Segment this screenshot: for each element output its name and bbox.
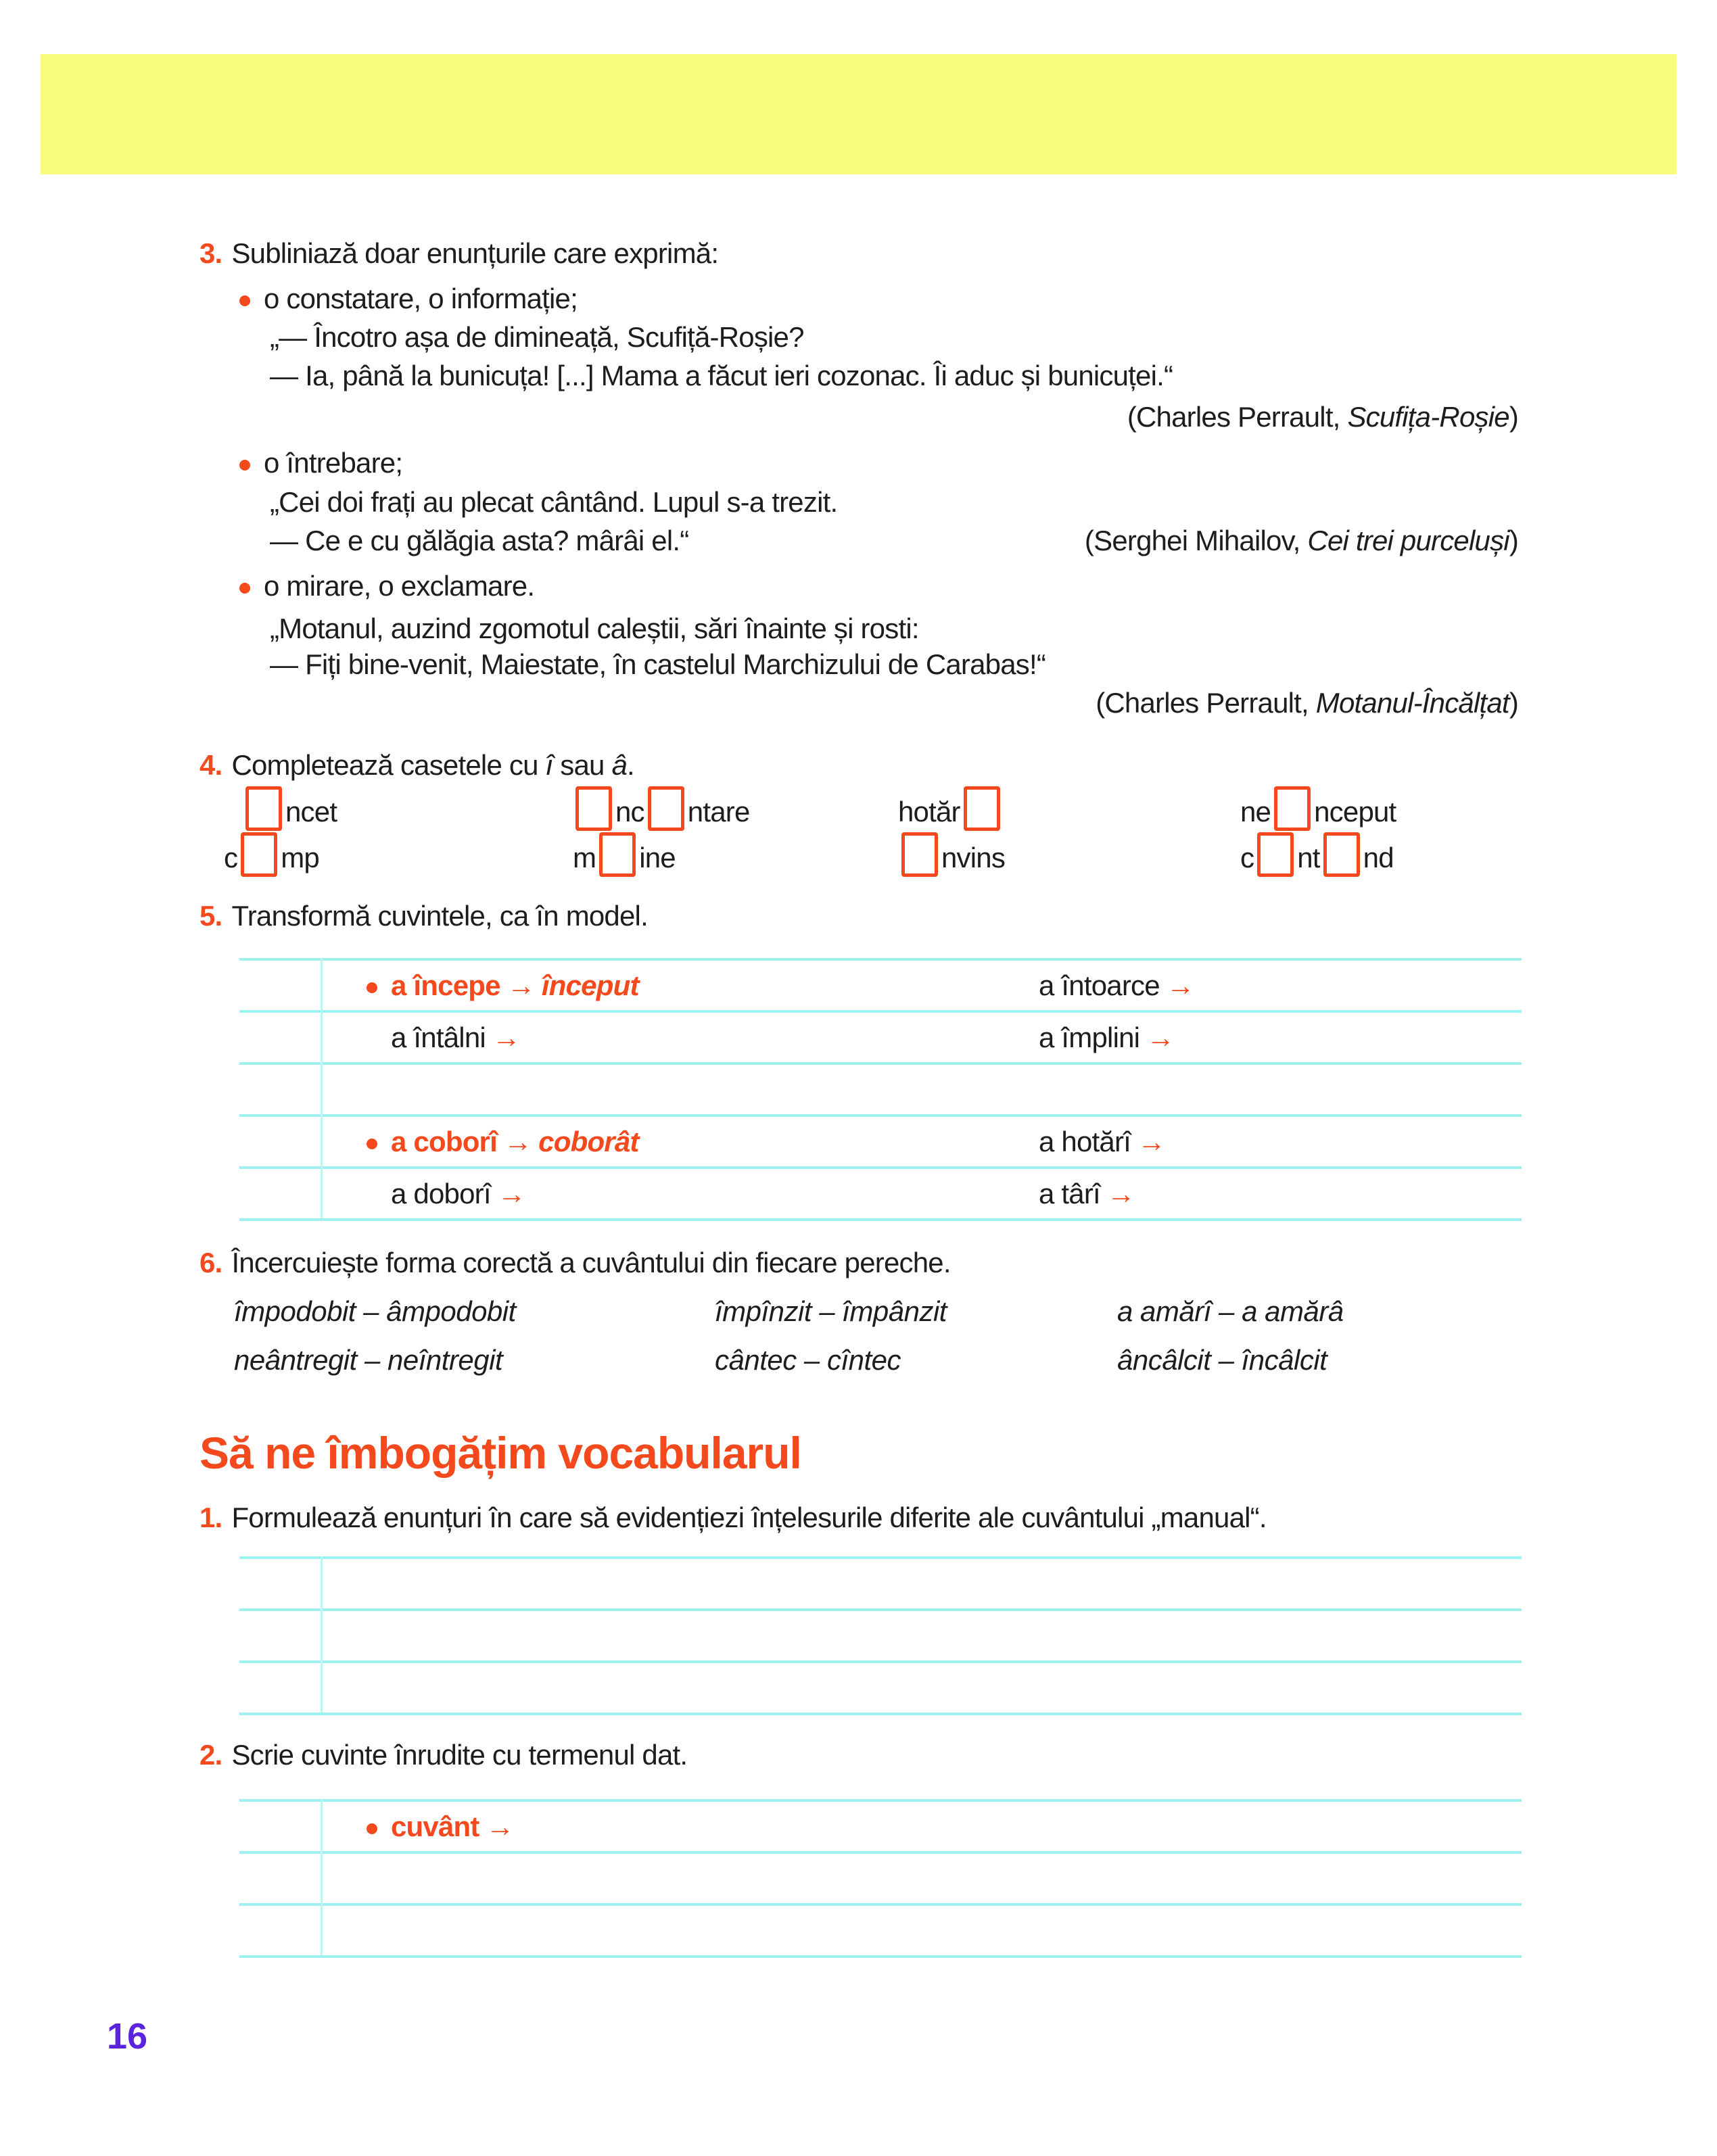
entry [391,1013,527,1062]
header-band [41,54,1676,174]
bullet-icon [239,295,250,306]
model-entry [367,961,639,1010]
word-part: m [573,842,596,873]
exercise-3-heading [199,235,718,272]
source-word: cuvânt [391,1811,479,1842]
answer-row[interactable] [239,1608,1522,1660]
word-part: ine [639,842,676,873]
fill-word-cmp [224,832,319,878]
word-part: nc [615,796,644,828]
model-answer: început [541,969,639,1001]
word-part: nvins [941,842,1006,873]
arrow-icon: → [486,1811,514,1842]
fill-box[interactable] [964,786,1000,831]
attribution-close: ) [1509,525,1518,556]
fill-word-nenceput [1240,786,1396,832]
answer-row[interactable] [239,1010,1522,1062]
page-number: 16 [107,2016,148,2057]
word-part: hotăr [898,796,960,828]
source-word: a doborî [391,1178,491,1209]
word-pair: împodobit – âmpodobit [234,1295,516,1327]
word-pair: a amărî – a amărâ [1117,1295,1344,1327]
answer-row[interactable] [239,1114,1522,1166]
arrow-icon: → [1146,1022,1175,1053]
fill-box[interactable] [241,832,277,877]
bullet-label: o întrebare; [264,447,403,479]
exercise-4-number: 4. [199,749,222,781]
model-answer: coborât [538,1126,639,1157]
model-entry [367,1117,639,1166]
quote-line: „Motanul, auzind zgomotul caleștii, sări înainte și rosti: [270,613,919,644]
fill-box[interactable] [599,832,636,877]
letter-a-circumflex: â [611,749,628,781]
word-part: c [224,842,238,873]
exercise-4-title: Completează casetele cu [231,749,546,781]
fill-box[interactable] [901,832,938,877]
related-words-table [239,1799,1522,1958]
bullet-icon [367,1139,377,1149]
fill-word-mine [573,832,676,878]
exercise-4-heading [199,747,634,784]
section-exercise-2-heading [199,1737,687,1773]
fill-box[interactable] [1274,786,1311,831]
word-part: ntare [687,796,750,828]
fill-word-ncntare [572,786,750,832]
arrow-icon: → [503,1126,532,1157]
word-part: nceput [1314,796,1396,828]
attribution-close: ) [1509,401,1518,433]
writing-lines [239,1556,1522,1715]
answer-row[interactable] [239,958,1522,1010]
word-pair: âncâlcit – încâlcit [1117,1344,1327,1376]
bullet-item-constatare [239,281,578,317]
answer-row[interactable] [239,1799,1522,1851]
word-part: nt [1297,842,1320,873]
attribution [1096,685,1518,721]
quote-line: — Fiți bine-venit, Maiestate, în castelul Marchizului de Carabas!“ [270,648,1046,680]
bullet-icon [239,460,250,471]
word-pair: cântec – cîntec [715,1344,901,1376]
model-entry [367,1802,521,1851]
arrow-icon: → [492,1022,521,1053]
attribution-close: ) [1509,687,1518,719]
entry [391,1169,532,1218]
source-word: a coborî [391,1126,497,1157]
section-exercise-2-number: 2. [199,1739,222,1771]
answer-row[interactable] [239,1851,1522,1903]
source-word: a întoarce [1039,969,1160,1001]
exercise-5-heading [199,898,648,934]
exercise-3-number: 3. [199,237,222,269]
exercise-5-title: Transformă cuvintele, ca în model. [231,900,648,932]
entry [1039,1013,1181,1062]
fill-word-nvins [898,832,1005,878]
exercise-6-title: Încercuiește forma corectă a cuvântului din fiecare pereche. [231,1247,951,1278]
bullet-icon [239,583,250,594]
exercise-6-number: 6. [199,1247,222,1278]
margin-line [321,1556,323,1712]
exercise-6-heading [199,1245,951,1281]
fill-word-hotar [898,786,1004,832]
attribution-work: Motanul-Încălțat [1315,687,1509,719]
source-word: a întâlni [391,1022,486,1053]
attribution-author: (Serghei Mihailov, [1084,525,1308,556]
quote-line: „— Încotro așa de dimineață, Scufiță-Roșie? [270,321,804,353]
answer-row[interactable] [239,1556,1522,1608]
fill-box[interactable] [245,786,282,831]
quote-line: „Cei doi frați au plecat cântând. Lupul s-a trezit. [270,486,838,518]
answer-row[interactable] [239,1166,1522,1218]
word-part: ne [1240,796,1271,828]
word-part: c [1240,842,1254,873]
section-exercise-1-number: 1. [199,1502,222,1533]
bullet-icon [367,982,377,993]
attribution-author: (Charles Perrault, [1096,687,1316,719]
fill-box[interactable] [1257,832,1294,877]
arrow-icon: → [1137,1126,1166,1157]
arrow-icon: → [1166,969,1194,1001]
fill-box[interactable] [575,786,612,831]
section-exercise-2-title: Scrie cuvinte înrudite cu termenul dat. [231,1739,688,1771]
word-pair: împînzit – împânzit [715,1295,947,1327]
entry [1039,1117,1172,1166]
answer-row[interactable] [239,1903,1522,1955]
word-part: mp [281,842,319,873]
fill-box[interactable] [1323,832,1360,877]
bullet-item-mirare [239,568,534,604]
arrow-icon: → [1106,1178,1135,1209]
word-part: ncet [285,796,337,828]
quote-line: — Ia, până la bunicuța! [...] Mama a făcut ieri cozonac. Îi aduc și bunicuței.“ [270,360,1173,391]
word-part: nd [1363,842,1394,873]
answer-row[interactable] [239,1660,1522,1712]
attribution-work: Cei trei purceluși [1307,525,1509,556]
exercise-4-title-mid: sau [552,749,612,781]
quote-line: — Ce e cu gălăgia asta? mârâi el.“ [270,525,689,556]
letter-i-circumflex: î [545,749,553,781]
attribution-work: Scufița-Roșie [1347,401,1509,433]
fill-box[interactable] [648,786,684,831]
source-word: a începe [391,969,500,1001]
exercise-4-title-end: . [627,749,634,781]
exercise-3-title: Subliniază doar enunțurile care exprimă: [231,237,719,269]
section-exercise-1-heading [199,1500,1267,1536]
attribution [1127,399,1518,435]
margin-line [321,958,323,1218]
bullet-icon [367,1823,377,1834]
transform-table [239,958,1522,1221]
arrow-icon: → [507,969,535,1001]
arrow-icon: → [497,1178,525,1209]
source-word: a hotărî [1039,1126,1131,1157]
exercise-5-number: 5. [199,900,222,932]
source-word: a împlini [1039,1022,1140,1053]
section-title: Să ne îmbogățim vocabularul [199,1428,801,1478]
answer-row[interactable] [239,1062,1522,1114]
attribution [1085,523,1518,559]
fill-word-ncet [242,786,337,832]
word-pair: neântregit – neîntregit [234,1344,503,1376]
attribution-author: (Charles Perrault, [1127,401,1348,433]
bullet-item-intrebare [239,445,402,481]
section-exercise-1-title: Formulează enunțuri în care să evidențiezi înțelesurile diferite ale cuvântului „manual“. [231,1502,1267,1533]
entry [1039,1169,1142,1218]
source-word: a târî [1039,1178,1100,1209]
bullet-label: o mirare, o exclamare. [264,570,535,602]
bullet-label: o constatare, o informație; [264,283,578,314]
entry [1039,961,1201,1010]
margin-line [321,1799,323,1955]
fill-word-cntnd [1240,832,1394,878]
